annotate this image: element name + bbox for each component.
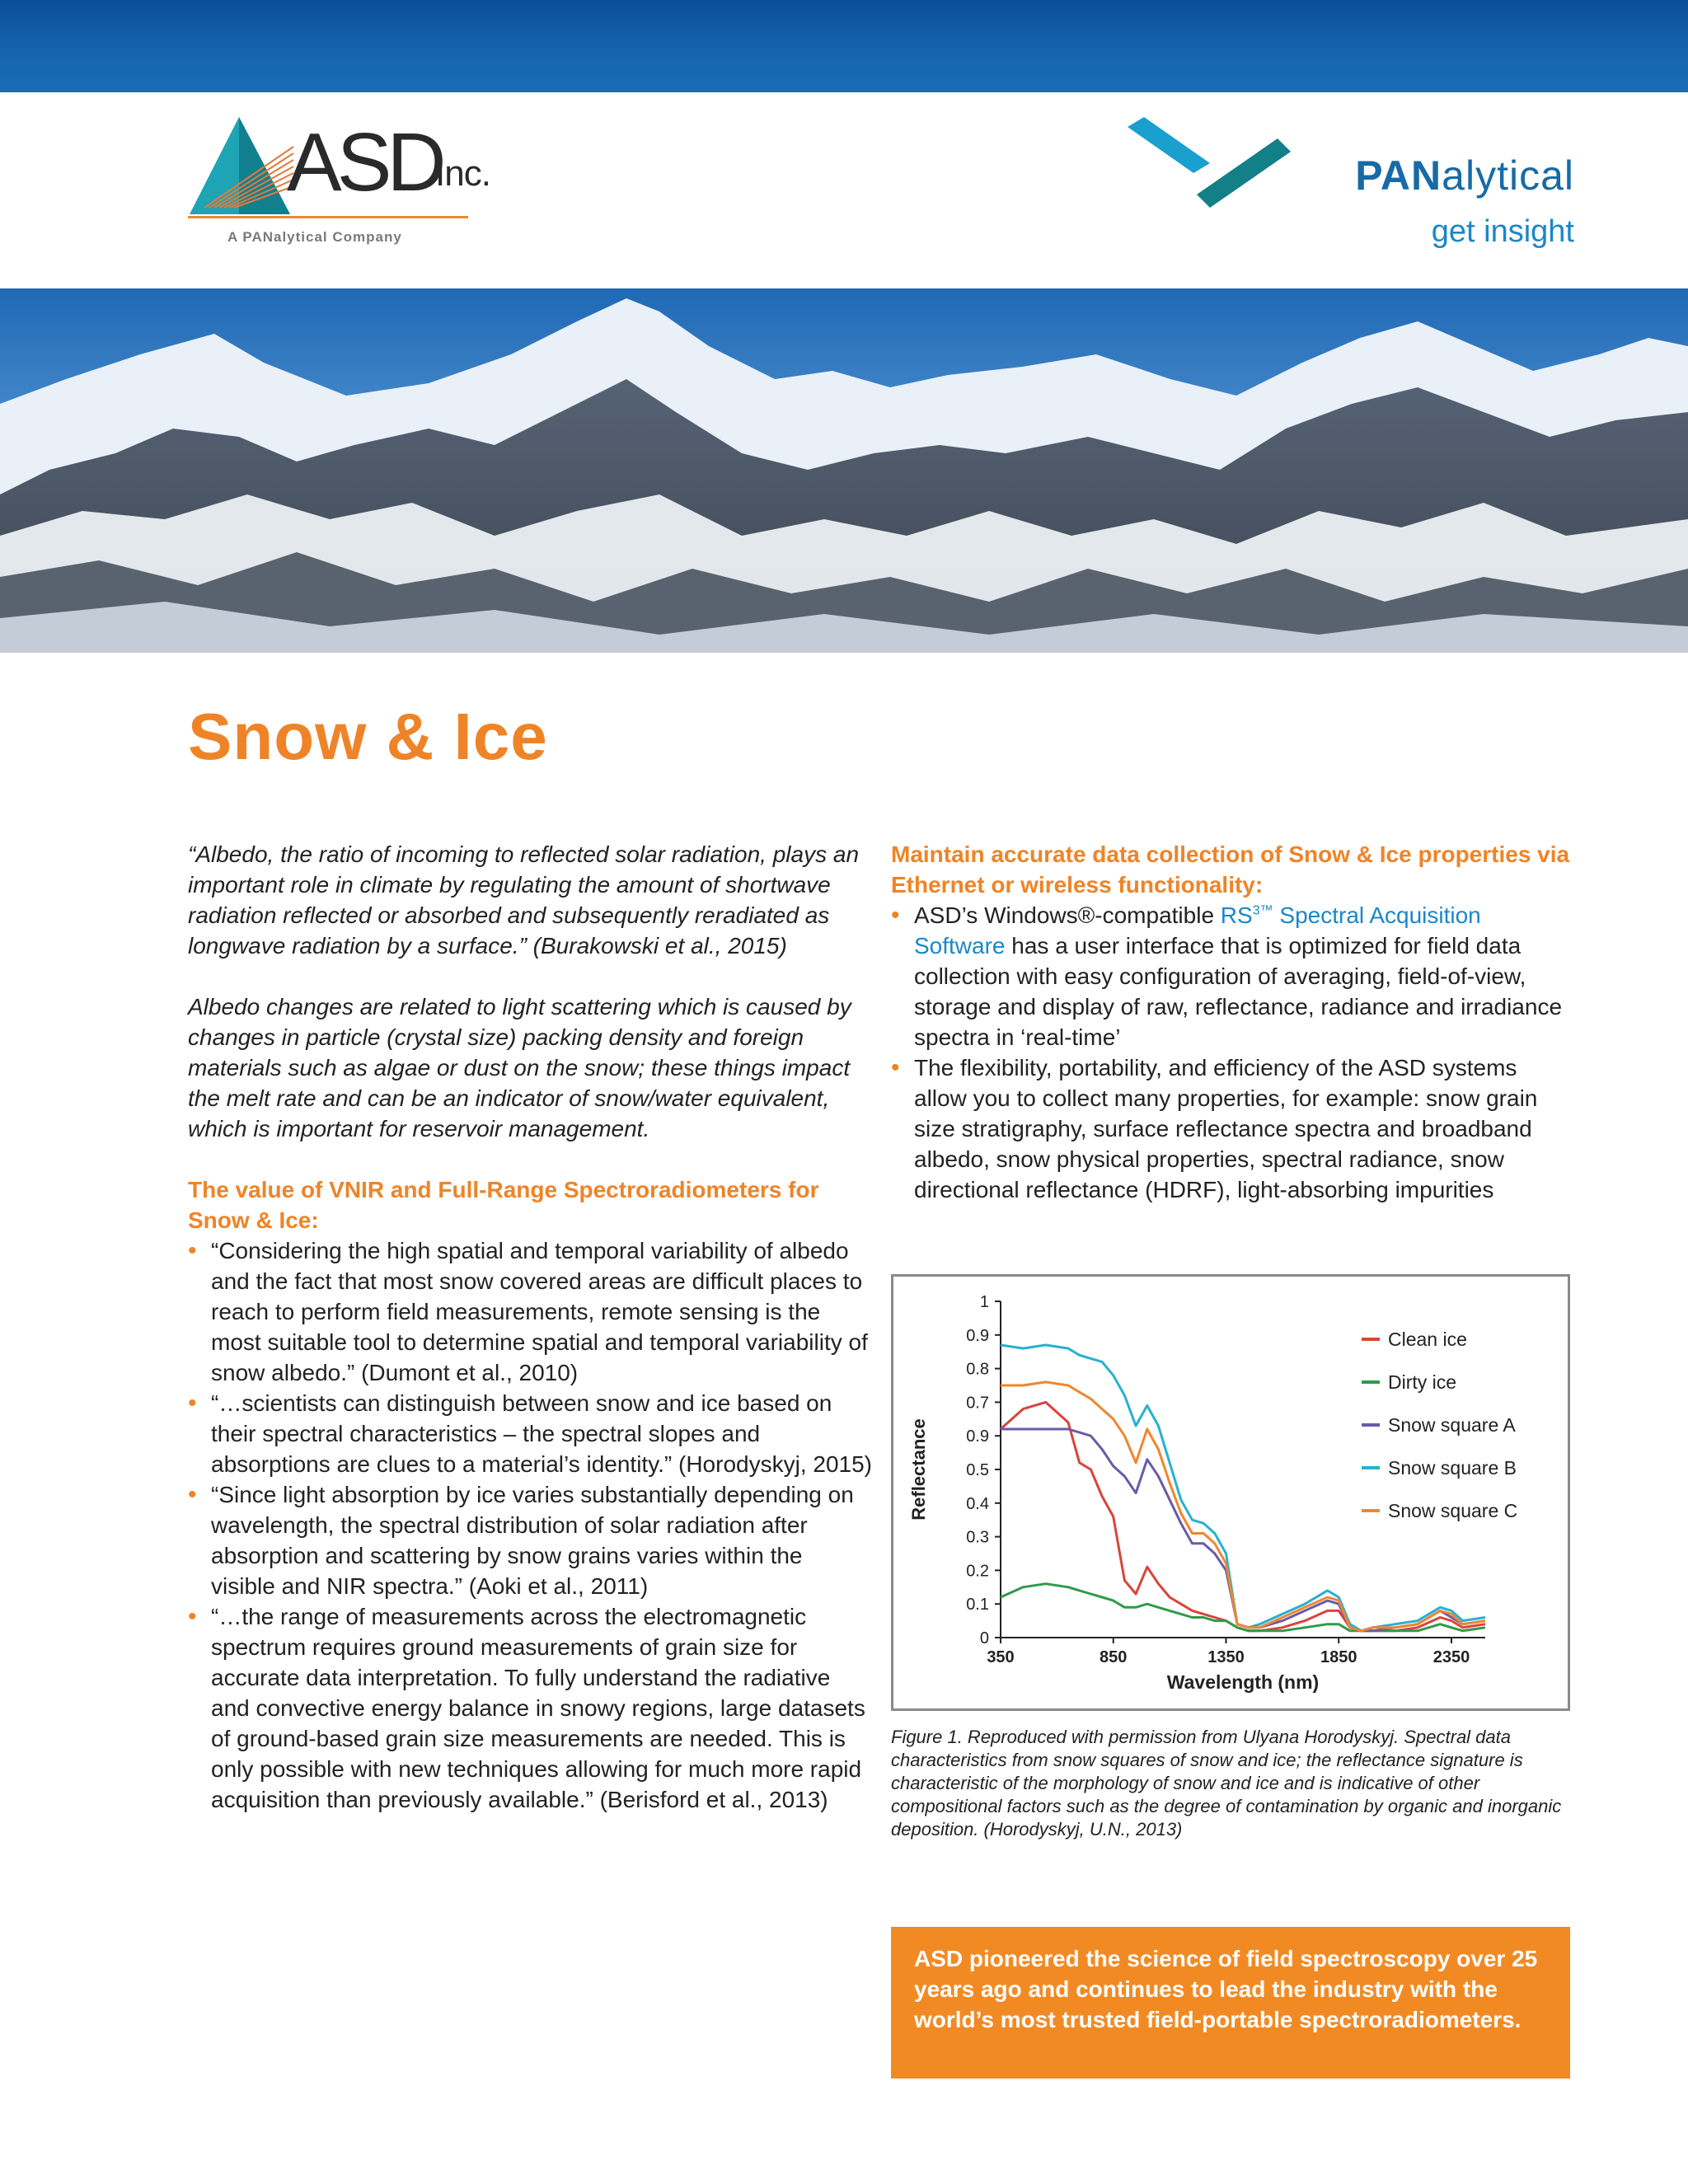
page-title: Snow & Ice bbox=[188, 700, 548, 773]
reflectance-chart bbox=[891, 1274, 1570, 1711]
panalytical-mark-icon bbox=[1121, 115, 1302, 214]
x-tick-label: 2350 bbox=[1432, 1648, 1470, 1666]
panalytical-wordmark-bold: PAN bbox=[1355, 152, 1442, 199]
left-section-heading: The value of VNIR and Full-Range Spectroradiometers for Snow & Ice: bbox=[188, 1177, 819, 1233]
reflectance-chart-svg bbox=[893, 1277, 1568, 1708]
rs3-link-text-rest[interactable]: Spectral Acquisition Software bbox=[914, 902, 1481, 958]
y-tick-label: 0.7 bbox=[966, 1394, 989, 1413]
x-tick-label: 1850 bbox=[1320, 1648, 1357, 1666]
y-tick-label: 0.9 bbox=[966, 1427, 989, 1446]
panalytical-logo bbox=[1121, 115, 1574, 255]
asd-logo bbox=[188, 114, 490, 258]
rs3-link-text[interactable]: RS bbox=[1220, 902, 1253, 928]
x-axis-label: Wavelength (nm) bbox=[1166, 1671, 1320, 1693]
asd-triangle-icon bbox=[188, 114, 295, 216]
panalytical-tagline: get insight bbox=[1431, 214, 1574, 249]
legend-label: Snow square A bbox=[1388, 1414, 1516, 1436]
y-tick-label: 0 bbox=[979, 1629, 989, 1647]
list-item: • “…the range of measurements across the electromagnetic spectrum requires ground measurements of grain size for accurate data interpretation. To fully understand the radiative and convective energy balance in snowy regions, large datasets of ground-based grain size measurements are needed. This is only possible with new techniques allowing for much more rapid acquisition than previously available.” (Berisford et al., 2013) bbox=[188, 1601, 872, 1815]
rs3-link-superscript[interactable]: 3™ bbox=[1252, 903, 1273, 918]
panalytical-wordmark bbox=[1355, 152, 1574, 199]
y-axis-label: Reflectance bbox=[908, 1418, 929, 1521]
y-tick-label: 0.5 bbox=[966, 1461, 989, 1479]
asd-callout-box: ASD pioneered the science of field spectroscopy over 25 years ago and continues to lead the industry with the world’s most trusted field-portable spectroradiometers. bbox=[891, 1927, 1570, 2079]
y-tick-label: 0.4 bbox=[966, 1494, 989, 1513]
list-item: • “Considering the high spatial and temporal variability of albedo and the fact that most snow covered areas are difficult places to reach to perform field measurements, remote sensing is the most suitable tool to determine spatial and temporal variability of snow albedo.” (Dumont et al., 2010) bbox=[188, 1235, 872, 1388]
list-item bbox=[891, 900, 1575, 1052]
bullet-text: ASD’s Windows®-compatible bbox=[914, 902, 1221, 928]
albedo-quote: “Albedo, the ratio of incoming to reflected solar radiation, plays an important role in climate by regulating the amount of shortwave radiation reflected or absorbed and subsequently reradiated as longwave radiation by a surface.” (Burakowski et al., 2015) bbox=[188, 841, 860, 958]
right-section-heading: Maintain accurate data collection of Snow & Ice properties via Ethernet or wireless functionality: bbox=[891, 841, 1570, 898]
list-item: • The flexibility, portability, and efficiency of the ASD systems allow you to collect many properties, for example: snow grain size stratigraphy, surface reflectance spectra and broadband albedo, snow physical properties, spectral radiance, snow directional reflectance (HDRF), light-absorbing impurities bbox=[891, 1052, 1575, 1205]
legend-label: Dirty ice bbox=[1388, 1371, 1457, 1393]
y-tick-label: 0.2 bbox=[966, 1562, 989, 1581]
y-tick-label: 0.3 bbox=[966, 1528, 989, 1547]
asd-logo-suffix: Inc. bbox=[435, 153, 490, 194]
asd-tagline: A PANalytical Company bbox=[227, 229, 402, 245]
list-item: • “…scientists can distinguish between snow and ice based on their spectral characteristics – the spectral slopes and absorptions are clues to a material’s identity.” (Horodyskyj, 2015) bbox=[188, 1388, 872, 1479]
bullet-text-rest: has a user interface that is optimized for field data collection with easy configuration of averaging, field-of-view, storage and display of raw, reflectance, radiance and irradiance spectra in ‘real-time’ bbox=[914, 933, 1563, 1050]
mountain-hero-image bbox=[0, 288, 1688, 653]
x-tick-label: 1350 bbox=[1207, 1648, 1245, 1666]
right-bullet-list bbox=[891, 900, 1575, 1205]
left-column bbox=[188, 839, 872, 1815]
figure-caption: Figure 1. Reproduced with permission from Ulyana Horodyskyj. Spectral data characteristics from snow squares of snow and ice; the reflectance signature is characteristic of the morphology of snow and ice and is indicative of other compositional factors such as the degree of contamination by organic and inorganic deposition. (Horodyskyj, U.N., 2013) bbox=[891, 1727, 1562, 1840]
y-tick-label: 0.9 bbox=[966, 1326, 989, 1345]
asd-logo-text: ASD bbox=[287, 116, 442, 209]
list-item: • “Since light absorption by ice varies substantially depending on wavelength, the spectral distribution of solar radiation after absorption and scattering by snow grains varies within the visible and NIR spectra.” (Aoki et al., 2011) bbox=[188, 1479, 872, 1601]
asd-logo-rule bbox=[188, 216, 468, 218]
left-bullet-list bbox=[188, 1235, 872, 1815]
albedo-explanation: Albedo changes are related to light scattering which is caused by changes in particle (crystal size) packing density and foreign materials such as algae or dust on the snow; these things impact the melt rate and can be an indicator of snow/water equivalent, which is important for reservoir management. bbox=[188, 994, 851, 1141]
legend-label: Snow square B bbox=[1388, 1457, 1517, 1479]
y-tick-label: 0.8 bbox=[966, 1360, 989, 1379]
y-tick-label: 1 bbox=[979, 1293, 989, 1311]
panalytical-wordmark-light: alytical bbox=[1442, 152, 1574, 199]
legend-label: Clean ice bbox=[1388, 1329, 1467, 1350]
y-tick-label: 0.1 bbox=[966, 1596, 989, 1615]
legend-label: Snow square C bbox=[1388, 1500, 1518, 1521]
top-color-bar bbox=[0, 0, 1688, 92]
right-column bbox=[891, 839, 1575, 1205]
x-tick-label: 350 bbox=[987, 1648, 1015, 1666]
x-tick-label: 850 bbox=[1100, 1648, 1128, 1666]
